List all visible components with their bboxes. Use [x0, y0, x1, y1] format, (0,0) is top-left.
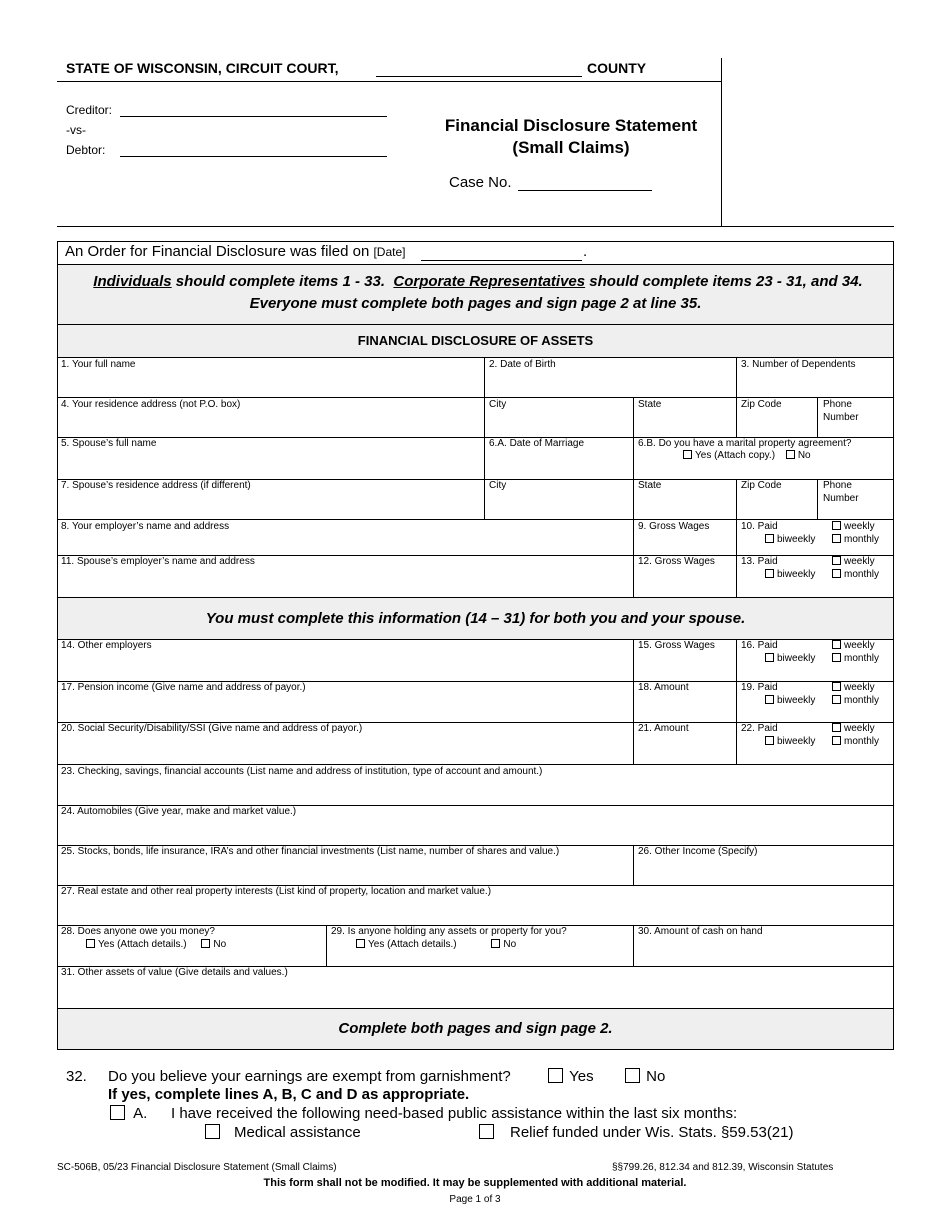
marital-agreement-label: 6.B. Do you have a marital property agreement?	[638, 438, 852, 449]
monthly-checkbox[interactable]	[832, 736, 841, 745]
ss-amount-field[interactable]: 21. Amount	[638, 723, 689, 734]
q32-no-checkbox[interactable]	[625, 1068, 640, 1083]
case-no-label: Case No.	[449, 174, 512, 191]
biweekly-19: biweekly	[765, 695, 815, 708]
creditor-field[interactable]	[120, 116, 387, 117]
other-employers-field[interactable]: 14. Other employers	[61, 640, 152, 651]
notice: This form shall not be modified. It may be supplemented with additional material.	[263, 1177, 687, 1189]
form-title: Financial Disclosure Statement	[444, 116, 698, 135]
debtor-label: Debtor:	[66, 143, 106, 157]
spouse-employer-field[interactable]: 11. Spouse’s employer’s name and address	[61, 556, 255, 567]
header-rule	[57, 81, 721, 82]
form-id: SC-506B, 05/23 Financial Disclosure Statement (Small Claims)	[57, 1162, 337, 1173]
biweekly-checkbox[interactable]	[765, 653, 774, 662]
weekly-checkbox[interactable]	[832, 682, 841, 691]
relief-funded: Relief funded under Wis. Stats. §59.53(21)	[479, 1124, 794, 1141]
spouse-zip-field[interactable]: Zip Code	[741, 480, 782, 491]
gross-wages-15-field[interactable]: 15. Gross Wages	[638, 640, 715, 651]
form-subtitle: (Small Claims)	[512, 138, 630, 157]
paid-16-label: 16. Paid	[741, 640, 778, 651]
complete-note: Complete both pages and sign page 2.	[338, 1020, 613, 1037]
weekly-checkbox[interactable]	[832, 556, 841, 565]
dependents-field[interactable]: 3. Number of Dependents	[741, 359, 856, 370]
marital-no-checkbox[interactable]	[786, 450, 795, 459]
spouse-gross-wages-field[interactable]: 12. Gross Wages	[638, 556, 715, 567]
medical-checkbox[interactable]	[205, 1124, 220, 1139]
other-assets-field[interactable]: 31. Other assets of value (Give details and values.)	[61, 967, 288, 978]
holding-assets-label: 29. Is anyone holding any assets or property for you?	[331, 926, 567, 937]
holding-no-checkbox[interactable]	[491, 939, 500, 948]
biweekly-checkbox[interactable]	[765, 736, 774, 745]
spouse-note: You must complete this information (14 – 31) for both you and your spouse.	[205, 610, 746, 627]
paid-22-label: 22. Paid	[741, 723, 778, 734]
state-field[interactable]: State	[638, 399, 662, 410]
header-bottom-rule	[57, 226, 894, 227]
paid-19-label: 19. Paid	[741, 682, 778, 693]
marital-agreement-options: Yes (Attach copy.) No	[683, 450, 811, 463]
order-period: .	[583, 243, 588, 260]
weekly-10: weekly	[832, 521, 875, 534]
header-divider	[721, 58, 722, 226]
full-name-field[interactable]: 1. Your full name	[61, 359, 136, 370]
statutes: §§799.26, 812.34 and 812.39, Wisconsin Statutes	[612, 1162, 834, 1173]
paid-10-label: 10. Paid	[741, 521, 778, 532]
pension-amount-field[interactable]: 18. Amount	[638, 682, 689, 693]
q32-no: No	[625, 1068, 665, 1085]
city-field[interactable]: City	[489, 399, 507, 410]
gross-wages-field[interactable]: 9. Gross Wages	[638, 521, 710, 532]
biweekly-22: biweekly	[765, 736, 815, 749]
biweekly-13: biweekly	[765, 569, 815, 582]
weekly-22: weekly	[832, 723, 875, 736]
spouse-address-field[interactable]: 7. Spouse’s residence address (if different)	[61, 480, 251, 491]
biweekly-checkbox[interactable]	[765, 695, 774, 704]
instructions-line1	[58, 273, 898, 290]
marriage-date-field[interactable]: 6.A. Date of Marriage	[489, 438, 585, 449]
biweekly-16: biweekly	[765, 653, 815, 666]
order-text: An Order for Financial Disclosure was filed on	[65, 243, 370, 260]
instr-individuals: Individuals	[93, 273, 172, 290]
owe-money-label: 28. Does anyone owe you money?	[61, 926, 215, 937]
page-number: Page 1 of 3	[449, 1194, 501, 1205]
q32-instruction: If yes, complete lines A, B, C and D as appropriate.	[108, 1086, 470, 1103]
weekly-checkbox[interactable]	[832, 521, 841, 530]
creditor-label: Creditor:	[66, 103, 113, 117]
cash-on-hand-field[interactable]: 30. Amount of cash on hand	[638, 926, 763, 937]
owe-money-options: Yes (Attach details.) No	[86, 939, 226, 952]
weekly-13: weekly	[832, 556, 875, 569]
spouse-city-field[interactable]: City	[489, 480, 507, 491]
case-no-field[interactable]	[518, 190, 652, 191]
q32-number: 32.	[66, 1068, 87, 1085]
employer-field[interactable]: 8. Your employer’s name and address	[61, 521, 230, 532]
holding-assets-options: Yes (Attach details.) No	[356, 939, 516, 952]
section-heading: FINANCIAL DISCLOSURE OF ASSETS	[357, 333, 594, 348]
paid-13-label: 13. Paid	[741, 556, 778, 567]
spouse-name-field[interactable]: 5. Spouse’s full name	[61, 438, 157, 449]
spouse-phone-field[interactable]: Phone Number	[823, 480, 859, 504]
biweekly-checkbox[interactable]	[765, 534, 774, 543]
monthly-checkbox[interactable]	[832, 653, 841, 662]
monthly-22: monthly	[832, 736, 879, 749]
instructions-line2: Everyone must complete both pages and sign page 2 at line 35.	[249, 295, 702, 312]
residence-address-field[interactable]: 4. Your residence address (not P.O. box)	[61, 399, 241, 410]
medical-assistance: Medical assistance	[205, 1124, 361, 1141]
zip-field[interactable]: Zip Code	[741, 399, 782, 410]
financial-accounts-field[interactable]: 23. Checking, savings, financial accounts (List name and address of institution, type of account and amount.)	[61, 766, 543, 777]
monthly-19: monthly	[832, 695, 879, 708]
weekly-16: weekly	[832, 640, 875, 653]
automobiles-field[interactable]: 24. Automobiles (Give year, make and market value.)	[61, 806, 297, 817]
real-estate-field[interactable]: 27. Real estate and other real property interests (List kind of property, location and market value.)	[61, 886, 492, 897]
q32-a-checkbox[interactable]	[110, 1105, 125, 1120]
court-label: STATE OF WISCONSIN, CIRCUIT COURT,	[66, 60, 339, 76]
monthly-checkbox[interactable]	[832, 695, 841, 704]
instr-mid1: should complete items 1 - 33.	[171, 273, 394, 290]
weekly-19: weekly	[832, 682, 875, 695]
q32-a-text: I have received the following need-based public assistance within the last six months:	[171, 1105, 738, 1122]
biweekly-10: biweekly	[765, 534, 815, 547]
relief-checkbox[interactable]	[479, 1124, 494, 1139]
order-line	[65, 243, 405, 260]
vs-label: -vs-	[66, 123, 86, 137]
monthly-13: monthly	[832, 569, 879, 582]
instr-mid2: should complete items 23 - 31, and 34.	[585, 273, 863, 290]
date-of-birth-field[interactable]: 2. Date of Birth	[489, 359, 556, 370]
spouse-state-field[interactable]: State	[638, 480, 662, 491]
owe-yes-checkbox[interactable]	[86, 939, 95, 948]
debtor-field[interactable]	[120, 156, 387, 157]
monthly-16: monthly	[832, 653, 879, 666]
monthly-checkbox[interactable]	[832, 534, 841, 543]
other-income-field[interactable]: 26. Other Income (Specify)	[638, 846, 758, 857]
weekly-checkbox[interactable]	[832, 640, 841, 649]
marital-yes-checkbox[interactable]	[683, 450, 692, 459]
pension-income-field[interactable]: 17. Pension income (Give name and address of payor.)	[61, 682, 306, 693]
owe-no-checkbox[interactable]	[201, 939, 210, 948]
weekly-checkbox[interactable]	[832, 723, 841, 732]
phone-field[interactable]: Phone Number	[823, 399, 859, 423]
q32-question: Do you believe your earnings are exempt from garnishment?	[108, 1068, 511, 1085]
county-blank[interactable]	[376, 76, 582, 77]
investments-field[interactable]: 25. Stocks, bonds, life insurance, IRA’s and other financial investments (List name, number of shares and value.)	[61, 846, 560, 857]
q32-yes-checkbox[interactable]	[548, 1068, 563, 1083]
q32-yes: Yes	[548, 1068, 594, 1085]
order-date-field[interactable]	[421, 260, 582, 261]
monthly-10: monthly	[832, 534, 879, 547]
date-label: [Date]	[373, 245, 406, 259]
holding-yes-checkbox[interactable]	[356, 939, 365, 948]
county-label: COUNTY	[587, 60, 647, 76]
biweekly-checkbox[interactable]	[765, 569, 774, 578]
q32-a-line: A.	[110, 1105, 147, 1122]
monthly-checkbox[interactable]	[832, 569, 841, 578]
social-security-field[interactable]: 20. Social Security/Disability/SSI (Give name and address of payor.)	[61, 723, 363, 734]
instr-corporate: Corporate Representatives	[393, 273, 586, 290]
